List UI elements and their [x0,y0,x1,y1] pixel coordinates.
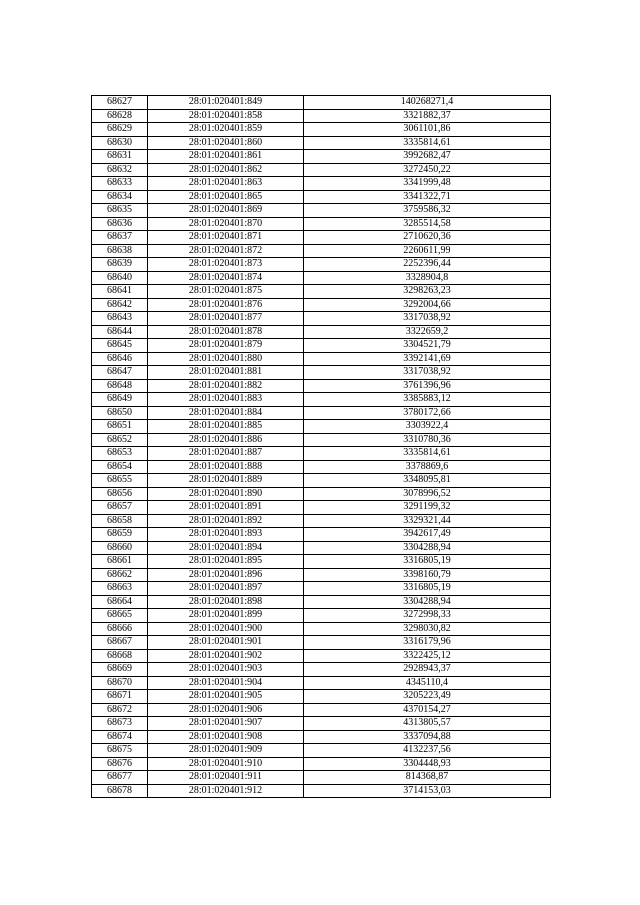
table-row [92,366,551,380]
cadastral-number-cell: 28:01:020401:907 [148,717,304,731]
row-number-cell: 68676 [92,757,148,771]
table-row [92,379,551,393]
value-cell: 3398160,79 [304,568,551,582]
table-row [92,325,551,339]
cadastral-number-cell: 28:01:020401:909 [148,744,304,758]
row-number-cell: 68645 [92,339,148,353]
value-cell: 3348095,81 [304,474,551,488]
value-cell: 4345110,4 [304,676,551,690]
cadastral-number-cell: 28:01:020401:870 [148,217,304,231]
table-row [92,406,551,420]
value-cell: 3285514,58 [304,217,551,231]
value-cell: 3761396,96 [304,379,551,393]
row-number-cell: 68672 [92,703,148,717]
table-row [92,447,551,461]
row-number-cell: 68655 [92,474,148,488]
table-row [92,96,551,110]
table-row [92,285,551,299]
value-cell: 3341999,48 [304,177,551,191]
cadastral-number-cell: 28:01:020401:873 [148,258,304,272]
value-cell: 3304288,94 [304,541,551,555]
value-cell: 2928943,37 [304,663,551,677]
value-cell: 4370154,27 [304,703,551,717]
cadastral-number-cell: 28:01:020401:884 [148,406,304,420]
table-row [92,352,551,366]
cadastral-number-cell: 28:01:020401:897 [148,582,304,596]
row-number-cell: 68643 [92,312,148,326]
row-number-cell: 68637 [92,231,148,245]
row-number-cell: 68658 [92,514,148,528]
value-cell: 3316805,19 [304,555,551,569]
table-row [92,433,551,447]
row-number-cell: 68635 [92,204,148,218]
table-row [92,109,551,123]
row-number-cell: 68628 [92,109,148,123]
cadastral-number-cell: 28:01:020401:906 [148,703,304,717]
cadastral-number-cell: 28:01:020401:863 [148,177,304,191]
row-number-cell: 68647 [92,366,148,380]
row-number-cell: 68638 [92,244,148,258]
row-number-cell: 68648 [92,379,148,393]
row-number-cell: 68677 [92,771,148,785]
cadastral-number-cell: 28:01:020401:893 [148,528,304,542]
cadastral-number-cell: 28:01:020401:911 [148,771,304,785]
value-cell: 3780172,66 [304,406,551,420]
cadastral-number-cell: 28:01:020401:880 [148,352,304,366]
table-row [92,474,551,488]
value-cell: 3321882,37 [304,109,551,123]
table-row [92,649,551,663]
cadastral-number-cell: 28:01:020401:865 [148,190,304,204]
cadastral-number-cell: 28:01:020401:894 [148,541,304,555]
row-number-cell: 68654 [92,460,148,474]
row-number-cell: 68664 [92,595,148,609]
table-row [92,123,551,137]
value-cell: 3317038,92 [304,366,551,380]
value-cell: 3298030,82 [304,622,551,636]
cadastral-number-cell: 28:01:020401:899 [148,609,304,623]
row-number-cell: 68665 [92,609,148,623]
cadastral-number-cell: 28:01:020401:882 [148,379,304,393]
table-row [92,595,551,609]
row-number-cell: 68640 [92,271,148,285]
row-number-cell: 68671 [92,690,148,704]
table-row [92,690,551,704]
cadastral-number-cell: 28:01:020401:881 [148,366,304,380]
cadastral-number-cell: 28:01:020401:877 [148,312,304,326]
table-row [92,258,551,272]
value-cell: 3335814,61 [304,447,551,461]
table-row [92,231,551,245]
row-number-cell: 68667 [92,636,148,650]
value-cell: 140268271,4 [304,96,551,110]
value-cell: 2260611,99 [304,244,551,258]
table-row [92,622,551,636]
row-number-cell: 68631 [92,150,148,164]
table-row [92,717,551,731]
value-cell: 3292004,66 [304,298,551,312]
cadastral-number-cell: 28:01:020401:861 [148,150,304,164]
row-number-cell: 68653 [92,447,148,461]
cadastral-number-cell: 28:01:020401:871 [148,231,304,245]
row-number-cell: 68666 [92,622,148,636]
cadastral-number-cell: 28:01:020401:900 [148,622,304,636]
value-cell: 3322659,2 [304,325,551,339]
table-row [92,514,551,528]
value-cell: 2252396,44 [304,258,551,272]
cadastral-number-cell: 28:01:020401:887 [148,447,304,461]
row-number-cell: 68669 [92,663,148,677]
table-row [92,312,551,326]
value-cell: 3992682,47 [304,150,551,164]
table-row [92,339,551,353]
cadastral-number-cell: 28:01:020401:883 [148,393,304,407]
table-row [92,528,551,542]
row-number-cell: 68651 [92,420,148,434]
row-number-cell: 68661 [92,555,148,569]
value-cell: 3272998,33 [304,609,551,623]
row-number-cell: 68668 [92,649,148,663]
cadastral-number-cell: 28:01:020401:886 [148,433,304,447]
table-row [92,582,551,596]
value-cell: 3304288,94 [304,595,551,609]
row-number-cell: 68646 [92,352,148,366]
value-cell: 3385883,12 [304,393,551,407]
document-page [91,95,550,798]
cadastral-number-cell: 28:01:020401:860 [148,136,304,150]
row-number-cell: 68639 [92,258,148,272]
value-cell: 3272450,22 [304,163,551,177]
row-number-cell: 68641 [92,285,148,299]
table-row [92,555,551,569]
table-row [92,744,551,758]
cadastral-number-cell: 28:01:020401:890 [148,487,304,501]
row-number-cell: 68649 [92,393,148,407]
cadastral-value-table [91,95,551,798]
table-row [92,730,551,744]
row-number-cell: 68627 [92,96,148,110]
value-cell: 3316805,19 [304,582,551,596]
value-cell: 3942617,49 [304,528,551,542]
table-row [92,177,551,191]
value-cell: 3310780,36 [304,433,551,447]
value-cell: 3316179,96 [304,636,551,650]
cadastral-number-cell: 28:01:020401:902 [148,649,304,663]
value-cell: 3317038,92 [304,312,551,326]
table-row [92,501,551,515]
cadastral-number-cell: 28:01:020401:872 [148,244,304,258]
value-cell: 3298263,23 [304,285,551,299]
value-cell: 3205223,49 [304,690,551,704]
table-row [92,420,551,434]
table-row [92,460,551,474]
table-row [92,609,551,623]
cadastral-number-cell: 28:01:020401:875 [148,285,304,299]
value-cell: 3392141,69 [304,352,551,366]
table-row [92,784,551,798]
value-cell: 3378869,6 [304,460,551,474]
table-row [92,190,551,204]
table-row [92,487,551,501]
cadastral-number-cell: 28:01:020401:858 [148,109,304,123]
cadastral-number-cell: 28:01:020401:912 [148,784,304,798]
row-number-cell: 68630 [92,136,148,150]
table-row [92,271,551,285]
cadastral-number-cell: 28:01:020401:874 [148,271,304,285]
row-number-cell: 68660 [92,541,148,555]
table-row [92,757,551,771]
cadastral-number-cell: 28:01:020401:876 [148,298,304,312]
row-number-cell: 68652 [92,433,148,447]
value-cell: 3337094,88 [304,730,551,744]
row-number-cell: 68634 [92,190,148,204]
row-number-cell: 68663 [92,582,148,596]
table-row [92,244,551,258]
cadastral-number-cell: 28:01:020401:901 [148,636,304,650]
cadastral-number-cell: 28:01:020401:905 [148,690,304,704]
table-row [92,663,551,677]
value-cell: 3061101,86 [304,123,551,137]
cadastral-number-cell: 28:01:020401:889 [148,474,304,488]
row-number-cell: 68670 [92,676,148,690]
table-row [92,204,551,218]
cadastral-number-cell: 28:01:020401:892 [148,514,304,528]
table-row [92,393,551,407]
row-number-cell: 68633 [92,177,148,191]
cadastral-number-cell: 28:01:020401:862 [148,163,304,177]
table-row [92,636,551,650]
value-cell: 3759586,32 [304,204,551,218]
cadastral-number-cell: 28:01:020401:849 [148,96,304,110]
table-row [92,541,551,555]
table-row [92,771,551,785]
table-row [92,136,551,150]
row-number-cell: 68629 [92,123,148,137]
value-cell: 4313805,57 [304,717,551,731]
cadastral-number-cell: 28:01:020401:869 [148,204,304,218]
value-cell: 3329321,44 [304,514,551,528]
row-number-cell: 68673 [92,717,148,731]
row-number-cell: 68662 [92,568,148,582]
row-number-cell: 68650 [92,406,148,420]
cadastral-number-cell: 28:01:020401:908 [148,730,304,744]
row-number-cell: 68674 [92,730,148,744]
cadastral-number-cell: 28:01:020401:891 [148,501,304,515]
value-cell: 3303922,4 [304,420,551,434]
table-row [92,163,551,177]
cadastral-number-cell: 28:01:020401:898 [148,595,304,609]
row-number-cell: 68675 [92,744,148,758]
cadastral-number-cell: 28:01:020401:903 [148,663,304,677]
value-cell: 4132237,56 [304,744,551,758]
cadastral-number-cell: 28:01:020401:910 [148,757,304,771]
row-number-cell: 68632 [92,163,148,177]
row-number-cell: 68659 [92,528,148,542]
value-cell: 3322425,12 [304,649,551,663]
value-cell: 814368,87 [304,771,551,785]
table-row [92,703,551,717]
row-number-cell: 68636 [92,217,148,231]
value-cell: 3335814,61 [304,136,551,150]
cadastral-number-cell: 28:01:020401:885 [148,420,304,434]
value-cell: 3291199,32 [304,501,551,515]
table-row [92,568,551,582]
table-row [92,150,551,164]
table-row [92,298,551,312]
cadastral-number-cell: 28:01:020401:888 [148,460,304,474]
table-row [92,217,551,231]
cadastral-number-cell: 28:01:020401:896 [148,568,304,582]
value-cell: 3341322,71 [304,190,551,204]
cadastral-number-cell: 28:01:020401:878 [148,325,304,339]
table-body [92,96,551,798]
value-cell: 3304448,93 [304,757,551,771]
row-number-cell: 68656 [92,487,148,501]
cadastral-number-cell: 28:01:020401:879 [148,339,304,353]
row-number-cell: 68644 [92,325,148,339]
value-cell: 3078996,52 [304,487,551,501]
table-row [92,676,551,690]
row-number-cell: 68678 [92,784,148,798]
value-cell: 3328904,8 [304,271,551,285]
cadastral-number-cell: 28:01:020401:904 [148,676,304,690]
cadastral-number-cell: 28:01:020401:859 [148,123,304,137]
cadastral-number-cell: 28:01:020401:895 [148,555,304,569]
row-number-cell: 68657 [92,501,148,515]
value-cell: 3714153,03 [304,784,551,798]
value-cell: 3304521,79 [304,339,551,353]
row-number-cell: 68642 [92,298,148,312]
value-cell: 2710620,36 [304,231,551,245]
